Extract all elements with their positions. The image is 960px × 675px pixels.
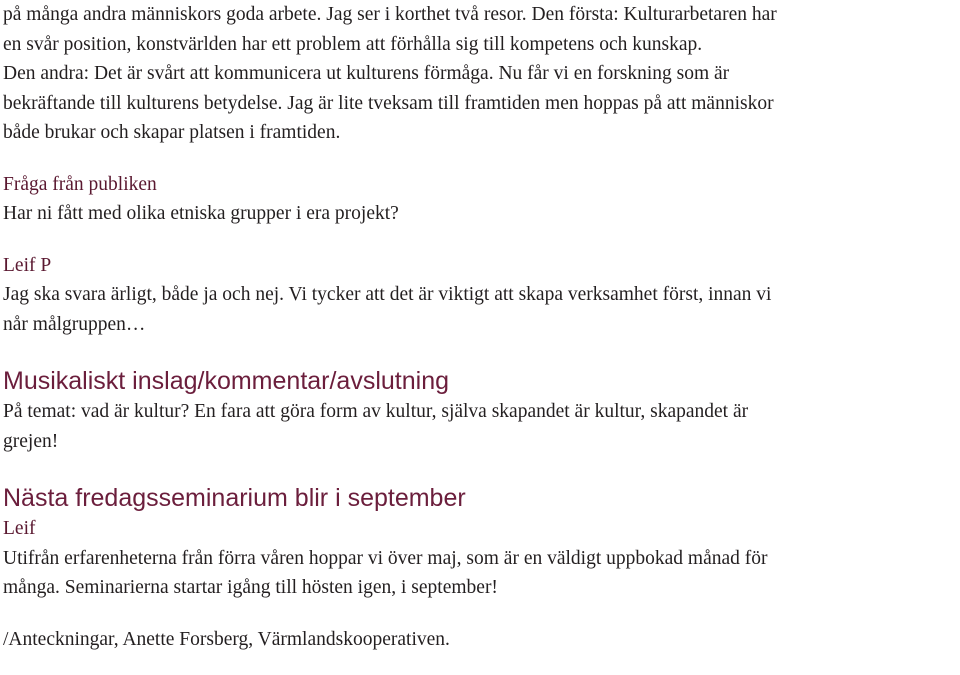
- intro-line: bekräftande till kulturens betydelse. Jag är lite tveksam till framtiden men hoppas på att människor: [3, 92, 774, 114]
- intro-paragraph: [3, 0, 958, 148]
- document-page: [3, 0, 958, 654]
- next-seminar-text: [3, 544, 958, 603]
- next-seminar-speaker: Leif: [3, 518, 36, 539]
- next-seminar-heading: Nästa fredagsseminarium blir i september: [3, 484, 466, 512]
- question-speaker: Fråga från publiken: [3, 173, 157, 195]
- music-section-heading: Musikaliskt inslag/kommentar/avslutning: [3, 367, 450, 395]
- music-line: grejen!: [3, 430, 59, 452]
- next-line: Utifrån erfarenheterna från förra våren hoppar vi över maj, som är en väldigt uppbokad månad för: [3, 547, 768, 569]
- intro-line: på många andra människors goda arbete. Jag ser i korthet två resor. Den första: Kulturarbetaren har: [3, 4, 777, 25]
- next-line: många. Seminarierna startar igång till hösten igen, i september!: [3, 577, 498, 598]
- signature: /Anteckningar, Anette Forsberg, Värmlandskooperativen.: [3, 628, 450, 650]
- music-section-text: [3, 397, 958, 456]
- answer-line: når målgruppen…: [3, 313, 146, 335]
- music-line: På temat: vad är kultur? En fara att göra form av kultur, själva skapandet är kultur, skapandet är: [3, 401, 749, 422]
- answer-speaker: Leif P: [3, 254, 52, 276]
- intro-line: Den andra: Det är svårt att kommunicera ut kulturens förmåga. Nu får vi en forskning som är: [3, 63, 730, 84]
- answer-text: [3, 280, 958, 339]
- intro-line: en svår position, konstvärlden har ett problem att förhålla sig till kompetens och kunskap.: [3, 33, 703, 55]
- question-text: Har ni fått med olika etniska grupper i era projekt?: [3, 203, 399, 224]
- intro-line: både brukar och skapar platsen i framtiden.: [3, 122, 341, 143]
- answer-line: Jag ska svara ärligt, både ja och nej. Vi tycker att det är viktigt att skapa verksamhet först, innan vi: [3, 284, 772, 305]
